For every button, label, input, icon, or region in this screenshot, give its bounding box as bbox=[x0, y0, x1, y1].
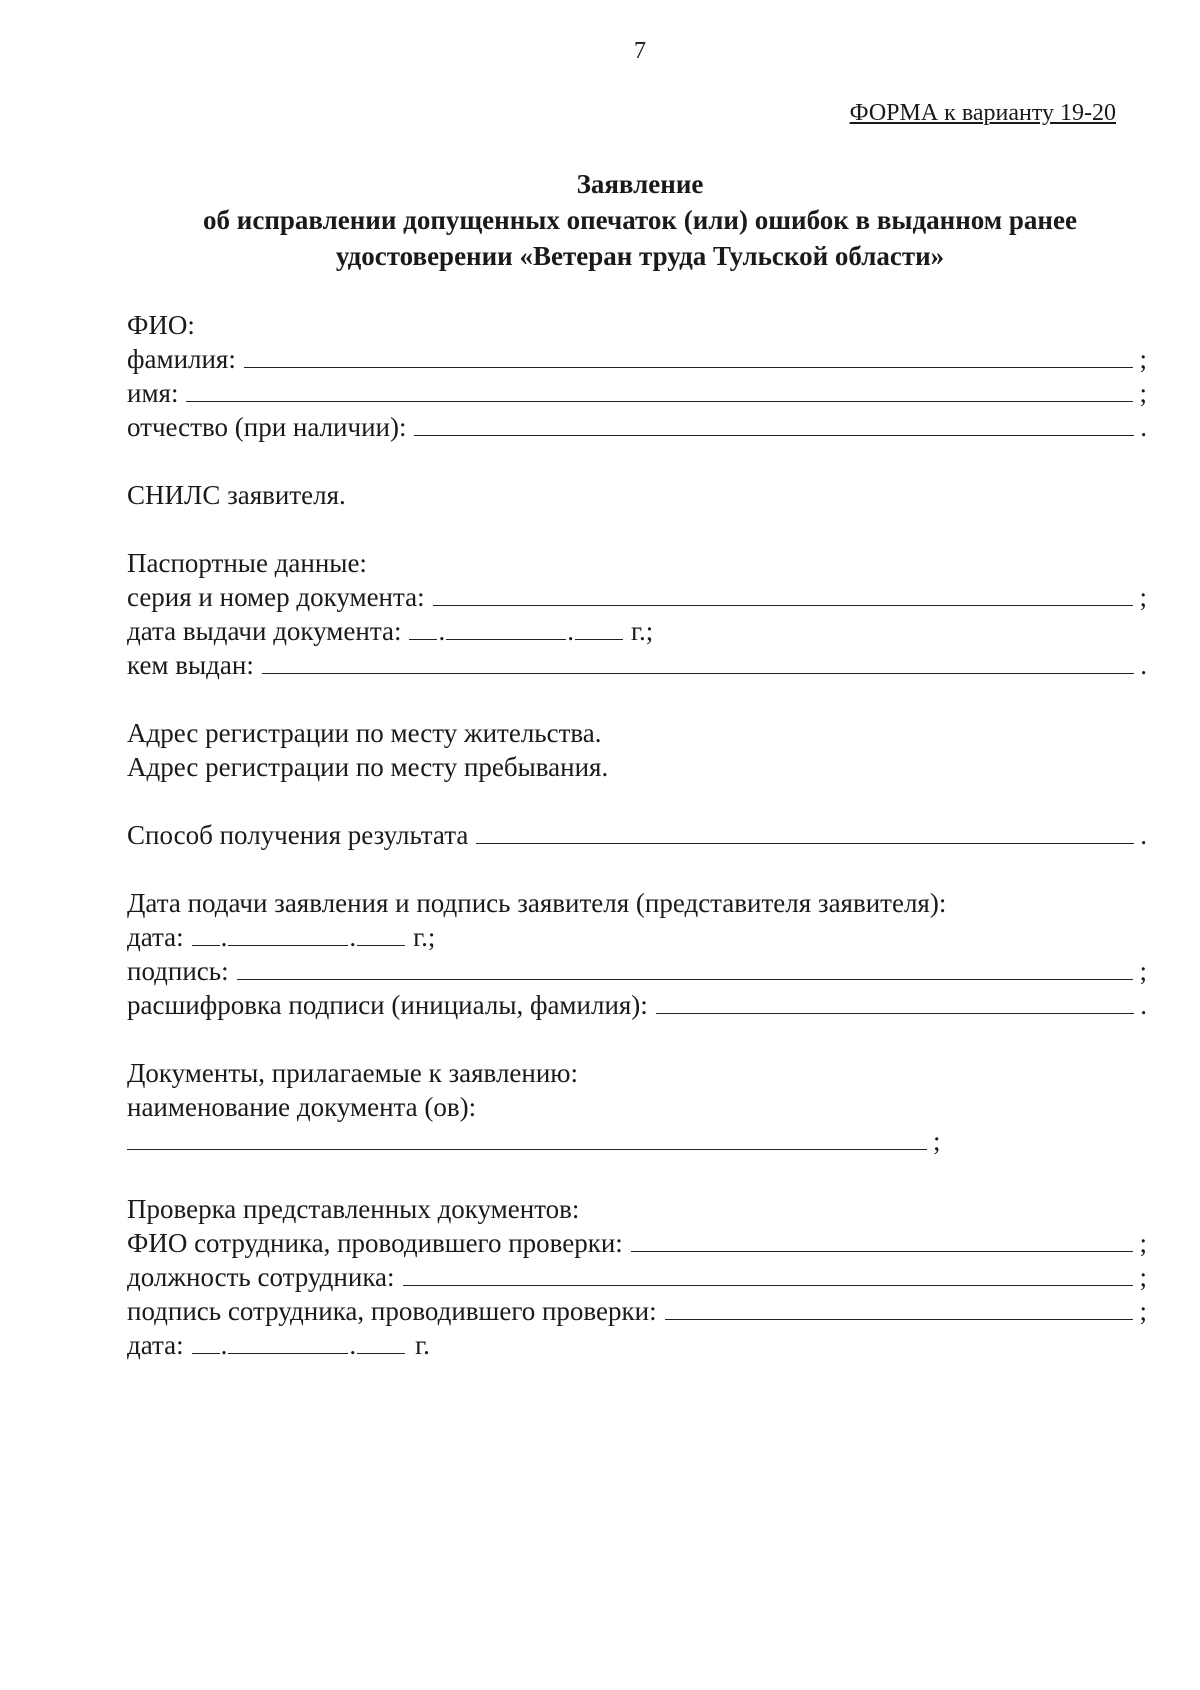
documents-name-field[interactable] bbox=[127, 1125, 927, 1150]
result-method-field[interactable] bbox=[476, 819, 1134, 844]
punct-semicolon: ; bbox=[1139, 344, 1147, 374]
passport-series-label: серия и номер документа: bbox=[127, 582, 425, 612]
snils-label: СНИЛС заявителя. bbox=[127, 480, 346, 510]
punct-period: . bbox=[1140, 412, 1147, 442]
punct-period: . bbox=[1140, 990, 1147, 1020]
punct-semicolon: ; bbox=[933, 1126, 941, 1156]
passport-date-label: дата выдачи документа: bbox=[127, 616, 402, 646]
issued-by-field[interactable] bbox=[262, 649, 1134, 674]
employee-signature-label: подпись сотрудника, проводившего проверки: bbox=[127, 1296, 657, 1326]
check-month-field[interactable] bbox=[228, 1329, 348, 1354]
address-residence-label: Адрес регистрации по месту жительства. bbox=[127, 718, 602, 748]
title-line-3: удостоверении «Ветеран труда Тульской области» bbox=[335, 241, 945, 271]
check-day-field[interactable] bbox=[192, 1329, 220, 1354]
check-date-label: дата: bbox=[127, 1330, 184, 1360]
documents-heading: Документы, прилагаемые к заявлению: bbox=[127, 1058, 578, 1088]
form-reference: ФОРМА к варианту 19-20 bbox=[849, 100, 1116, 126]
issued-by-label: кем выдан: bbox=[127, 650, 254, 680]
passport-month-field[interactable] bbox=[446, 615, 566, 640]
surname-field[interactable] bbox=[244, 343, 1134, 368]
passport-day-field[interactable] bbox=[409, 615, 437, 640]
employee-signature-field[interactable] bbox=[665, 1295, 1134, 1320]
punct-semicolon: ; bbox=[1139, 582, 1147, 612]
employee-fio-label: ФИО сотрудника, проводившего проверки: bbox=[127, 1228, 623, 1258]
document-title bbox=[160, 166, 1120, 274]
title-line-1: Заявление bbox=[576, 169, 704, 199]
signature-field[interactable] bbox=[237, 955, 1134, 980]
submission-month-field[interactable] bbox=[228, 921, 348, 946]
form-body: ФИО: фамилия: ; имя: ; отчество (при наличии): . СНИЛС заявителя. Паспортные данные: серия и номер документа: ; дата выдачи документа: . . г.; кем выдан: . Адрес регистрации по месту жительства. Адрес регистрации по месту пребывания. Способ получения результата . Дата подачи заявления и подпись заявителя (представителя заявителя): дата: . . г.; подпись: ; расшифровка подписи (инициалы, фамилия): . Документы, прилагаемые к заявлению: наименование документа (ов): ; Проверка представленных документов: ФИО сотрудника, проводившего проверки: ; должность сотрудника: ; подпись сотрудника, проводившего проверки: ; дата: . . г. bbox=[127, 310, 1147, 1360]
address-stay-label: Адрес регистрации по месту пребывания. bbox=[127, 752, 609, 782]
employee-position-field[interactable] bbox=[403, 1261, 1134, 1286]
result-method-label: Способ получения результата bbox=[127, 820, 469, 850]
signature-decoding-field[interactable] bbox=[656, 989, 1134, 1014]
passport-series-field[interactable] bbox=[433, 581, 1134, 606]
check-year-field[interactable] bbox=[357, 1329, 405, 1354]
patronymic-label: отчество (при наличии): bbox=[127, 412, 407, 442]
year-suffix: г.; bbox=[630, 616, 654, 646]
check-heading: Проверка представленных документов: bbox=[127, 1194, 580, 1224]
passport-year-field[interactable] bbox=[575, 615, 623, 640]
passport-heading: Паспортные данные: bbox=[127, 548, 367, 578]
patronymic-field[interactable] bbox=[414, 411, 1134, 436]
fio-heading: ФИО: bbox=[127, 310, 195, 340]
submission-date-label: дата: bbox=[127, 922, 184, 952]
punct-semicolon: ; bbox=[1139, 378, 1147, 408]
title-line-2: об исправлении допущенных опечаток (или) ошибок в выданном ранее bbox=[203, 205, 1077, 235]
employee-fio-field[interactable] bbox=[631, 1227, 1134, 1252]
employee-position-label: должность сотрудника: bbox=[127, 1262, 395, 1292]
page-number: 7 bbox=[634, 38, 646, 64]
surname-label: фамилия: bbox=[127, 344, 236, 374]
submission-heading: Дата подачи заявления и подпись заявителя (представителя заявителя): bbox=[127, 888, 947, 918]
name-field[interactable] bbox=[186, 377, 1133, 402]
punct-semicolon: ; bbox=[1139, 1262, 1147, 1292]
name-label: имя: bbox=[127, 378, 179, 408]
submission-year-field[interactable] bbox=[357, 921, 405, 946]
punct-semicolon: ; bbox=[1139, 1228, 1147, 1258]
year-suffix: г.; bbox=[413, 922, 436, 952]
signature-label: подпись: bbox=[127, 956, 229, 986]
punct-period: . bbox=[1140, 650, 1147, 680]
punct-semicolon: ; bbox=[1139, 956, 1147, 986]
punct-period: . bbox=[1140, 820, 1147, 850]
documents-name-label: наименование документа (ов): bbox=[127, 1092, 477, 1122]
punct-semicolon: ; bbox=[1139, 1296, 1147, 1326]
submission-day-field[interactable] bbox=[192, 921, 220, 946]
signature-decoding-label: расшифровка подписи (инициалы, фамилия): bbox=[127, 990, 648, 1020]
year-suffix-end: г. bbox=[415, 1330, 430, 1360]
